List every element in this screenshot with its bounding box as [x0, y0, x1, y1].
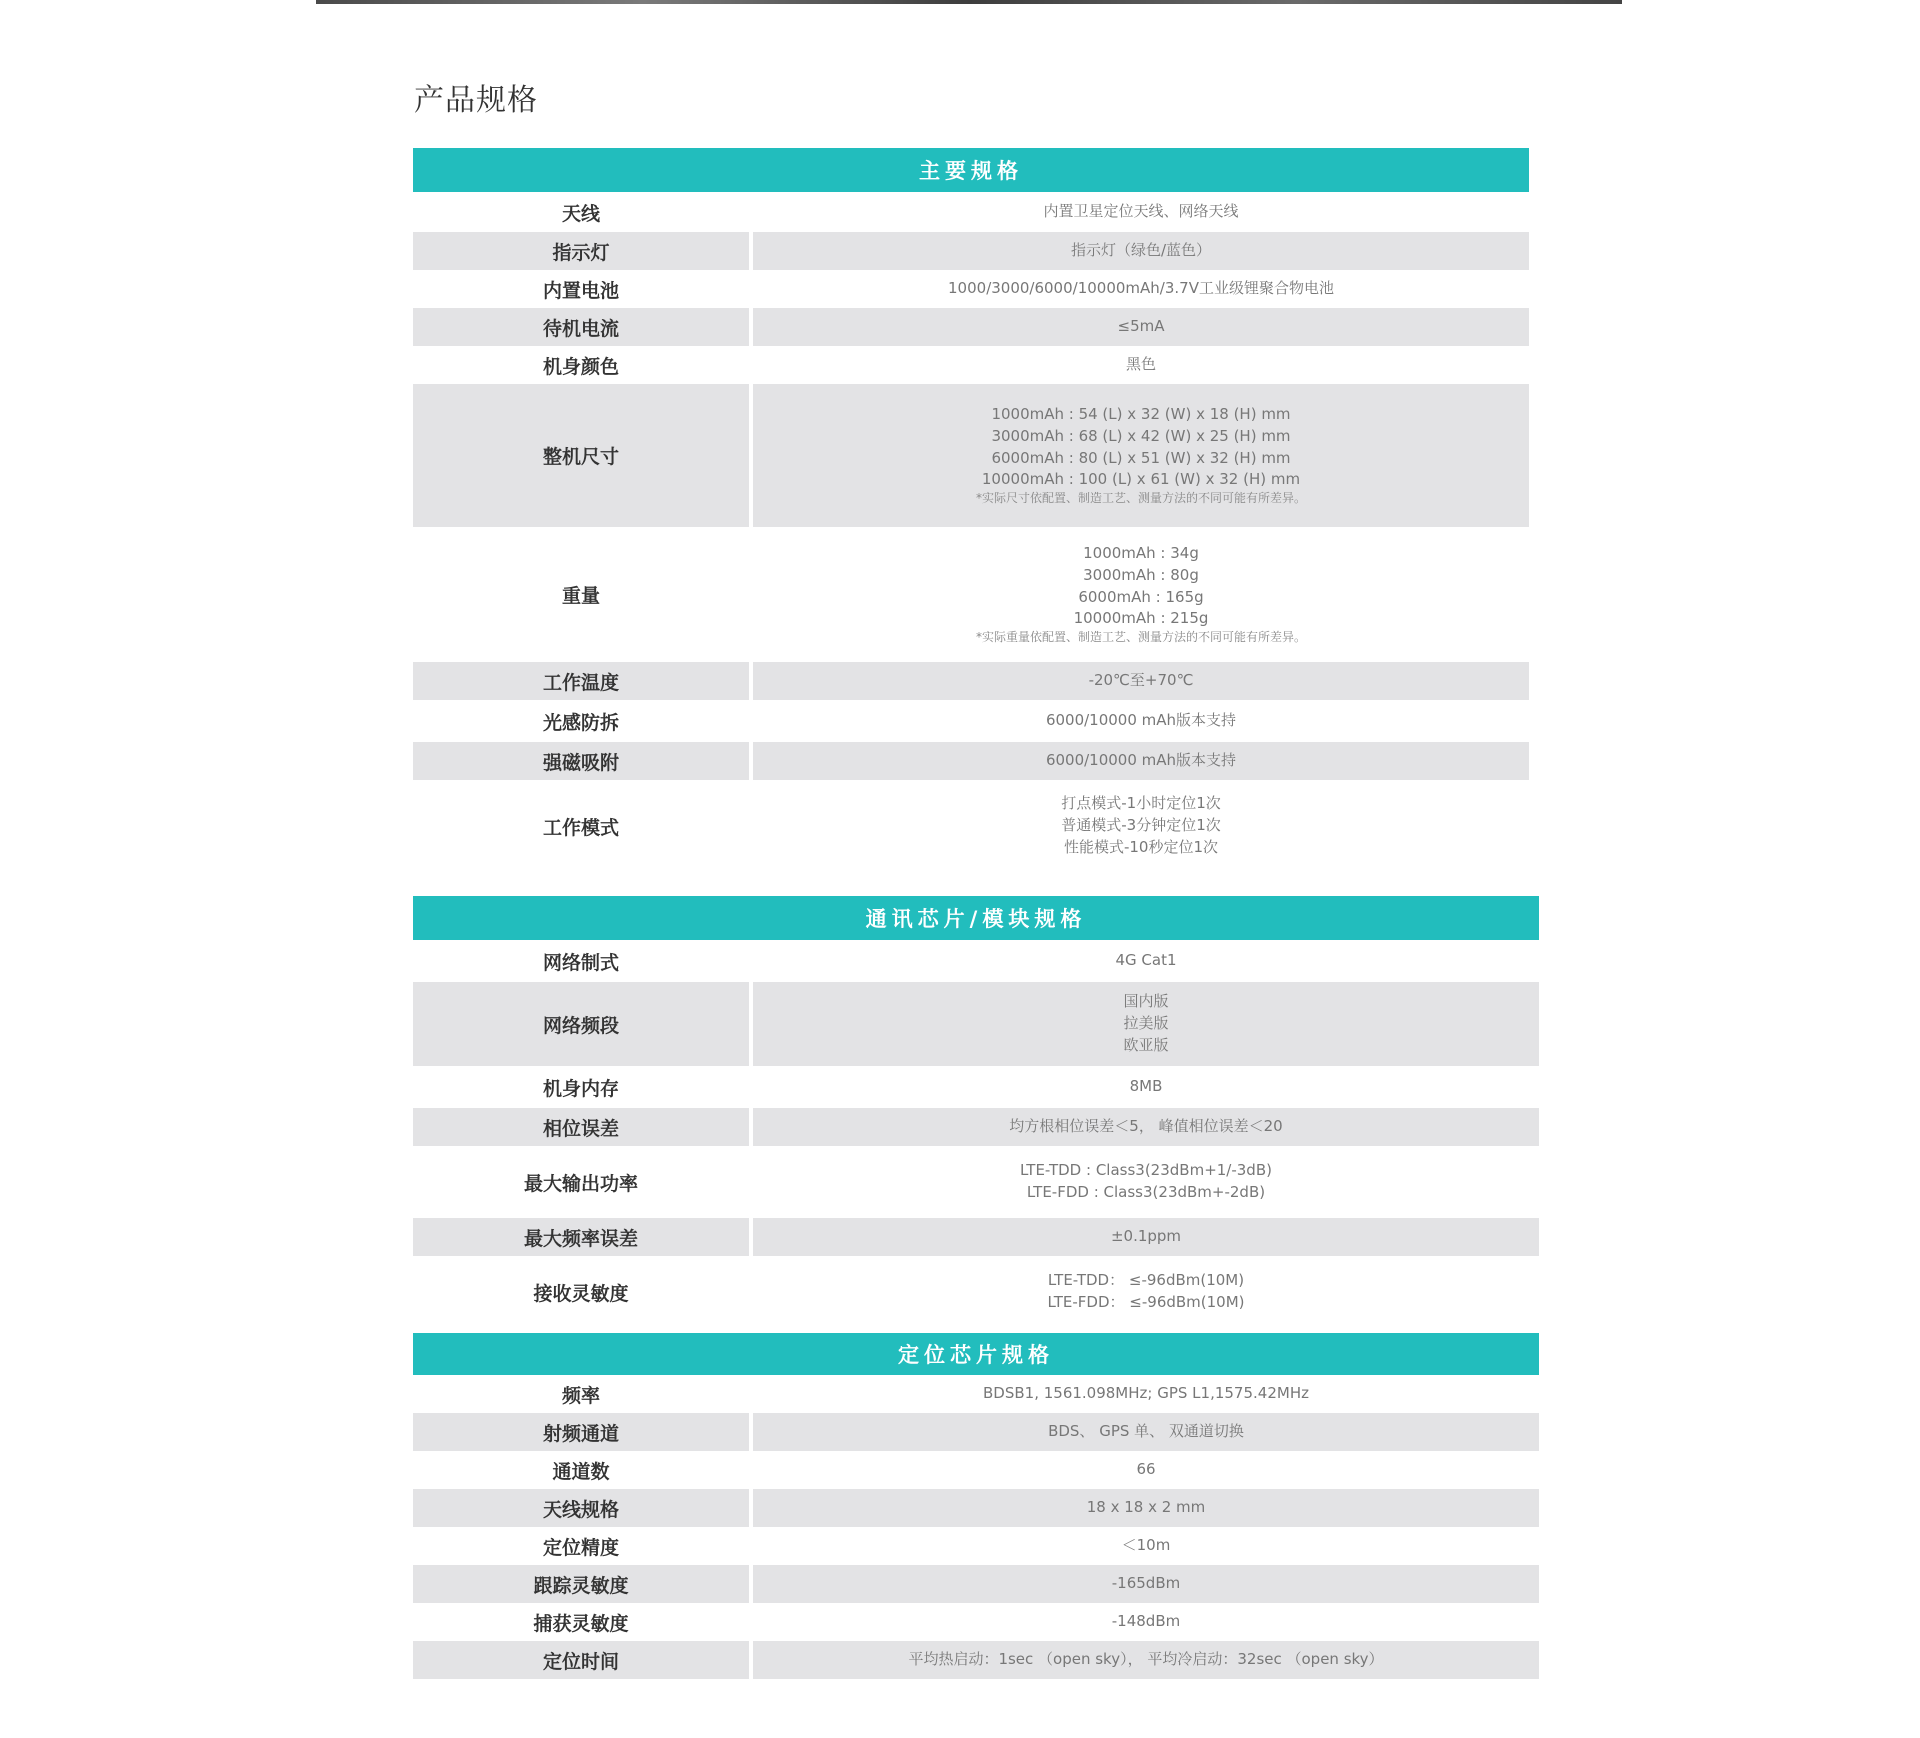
spec-label: 定位精度 — [542, 1536, 619, 1559]
spec-row — [413, 1451, 1539, 1489]
spec-label: 相位误差 — [413, 1108, 749, 1146]
spec-row — [413, 780, 1529, 872]
spec-value-line: 6000mAh : 80 (L) x 51 (W) x 32 (H) mm — [991, 448, 1291, 467]
spec-row — [413, 940, 1539, 982]
spec-value-line: BDSB1, 1561.098MHz; GPS L1,1575.42MHz — [983, 1384, 1309, 1403]
spec-value-line: LTE-TDD : Class3(23dBm+1/-3dB) — [1020, 1161, 1272, 1180]
spec-value — [753, 982, 1539, 1066]
page-title: 产品规格 — [414, 83, 538, 118]
spec-label: 待机电流 — [413, 308, 749, 346]
spec-label: 定位时间 — [413, 1641, 749, 1679]
spec-value-line: 1000mAh : 34g — [1083, 544, 1199, 563]
spec-value — [753, 1527, 1539, 1565]
spec-label: 指示灯 — [413, 232, 749, 270]
spec-row — [413, 1375, 1539, 1413]
spec-label: 工作模式 — [542, 816, 619, 839]
spec-value-line: 拉美版 — [1123, 1014, 1169, 1033]
spec-label: 天线 — [561, 202, 600, 225]
spec-value-line: LTE-FDD : Class3(23dBm+-2dB) — [1026, 1183, 1266, 1201]
section-header: 定位芯片规格 — [413, 1333, 1539, 1375]
spec-section-positioning — [413, 1333, 1539, 1679]
spec-label: 强磁吸附 — [413, 742, 749, 780]
spec-section-main — [413, 148, 1529, 872]
top-banner-strip — [316, 0, 1622, 4]
spec-row — [413, 742, 1529, 780]
spec-value — [753, 1603, 1539, 1641]
spec-value — [753, 232, 1529, 270]
spec-label: 最大频率误差 — [413, 1218, 749, 1256]
spec-row — [413, 1489, 1539, 1527]
spec-value — [753, 308, 1529, 346]
spec-value — [753, 1066, 1539, 1108]
spec-value — [753, 1413, 1539, 1451]
spec-label: 接收灵敏度 — [533, 1282, 629, 1305]
spec-value — [753, 1108, 1539, 1146]
spec-value — [753, 1451, 1539, 1489]
section-header: 主要规格 — [413, 148, 1529, 192]
spec-value-line: 8MB — [1129, 1077, 1163, 1096]
spec-value-line: 打点模式-1小时定位1次 — [1061, 794, 1221, 813]
spec-value — [753, 1218, 1539, 1256]
spec-value-line: ≤5mA — [1117, 317, 1165, 336]
spec-value-line: 6000/10000 mAh版本支持 — [1045, 751, 1237, 770]
spec-value-line: 10000mAh : 215g — [1073, 609, 1209, 628]
spec-label: 重量 — [561, 585, 600, 607]
spec-value — [753, 527, 1529, 662]
spec-value-line: 平均热启动：1sec （open sky）， 平均冷启动：32sec （open sky） — [908, 1650, 1384, 1669]
spec-value-line: BDS、 GPS 单、 双通道切换 — [1048, 1422, 1244, 1441]
spec-label: 内置电池 — [542, 279, 619, 302]
spec-label: 频率 — [561, 1384, 600, 1407]
spec-note: *实际重量依配置、制造工艺、测量方法的不同可能有所差异。 — [975, 630, 1306, 645]
spec-row — [413, 662, 1529, 700]
spec-value-line: 国内版 — [1123, 992, 1169, 1011]
spec-value-line: LTE-FDD： ≤-96dBm(10M) — [1047, 1293, 1245, 1311]
spec-row — [413, 1603, 1539, 1641]
spec-row — [413, 232, 1529, 270]
spec-label: 跟踪灵敏度 — [413, 1565, 749, 1603]
spec-value-line: 普通模式-3分钟定位1次 — [1061, 816, 1221, 835]
spec-row — [413, 1413, 1539, 1451]
spec-label: 工作温度 — [413, 662, 749, 700]
spec-value — [753, 384, 1529, 527]
spec-value — [753, 1641, 1539, 1679]
spec-note: *实际尺寸依配置、制造工艺、测量方法的不同可能有所差异。 — [975, 491, 1306, 506]
spec-value-line: 指示灯（绿色/蓝色） — [1070, 241, 1212, 260]
spec-value-line: 内置卫星定位天线、网络天线 — [1043, 202, 1239, 221]
spec-label: 网络制式 — [542, 951, 619, 974]
spec-value-line: ±0.1ppm — [1110, 1227, 1182, 1246]
spec-label: 整机尺寸 — [413, 384, 749, 527]
spec-value — [753, 1146, 1539, 1218]
spec-row — [413, 1218, 1539, 1256]
spec-value-line: ＜10m — [1121, 1536, 1171, 1555]
spec-row — [413, 192, 1529, 232]
spec-value-line: 黑色 — [1125, 355, 1156, 374]
spec-row — [413, 1527, 1539, 1565]
section-header: 通讯芯片/模块规格 — [413, 896, 1539, 940]
spec-row — [413, 982, 1539, 1066]
spec-value-line: 6000mAh : 165g — [1078, 587, 1204, 606]
spec-label: 网络频段 — [413, 982, 749, 1066]
spec-row — [413, 1066, 1539, 1108]
spec-value-line: 欧亚版 — [1123, 1035, 1169, 1054]
spec-value-line: 1000/3000/6000/10000mAh/3.7V工业级锂聚合物电池 — [948, 279, 1334, 298]
spec-value — [753, 742, 1529, 780]
spec-value — [753, 192, 1529, 232]
spec-row — [413, 527, 1529, 662]
spec-value-line: 6000/10000 mAh版本支持 — [1045, 711, 1237, 730]
spec-label: 最大输出功率 — [523, 1172, 638, 1195]
spec-section-comm — [413, 896, 1539, 1328]
spec-value — [753, 780, 1529, 872]
spec-value — [753, 940, 1539, 982]
spec-value-line: LTE-TDD： ≤-96dBm(10M) — [1047, 1271, 1245, 1290]
spec-label: 通道数 — [552, 1460, 610, 1483]
spec-label: 机身颜色 — [542, 355, 619, 378]
spec-label: 天线规格 — [413, 1489, 749, 1527]
spec-value — [753, 662, 1529, 700]
spec-value — [753, 270, 1529, 308]
spec-label: 射频通道 — [413, 1413, 749, 1451]
spec-value — [753, 1256, 1539, 1328]
spec-row — [413, 384, 1529, 527]
spec-value — [753, 1565, 1539, 1603]
spec-value-line: 4G Cat1 — [1115, 951, 1177, 970]
spec-label: 光感防拆 — [542, 711, 619, 734]
spec-value-line: -148dBm — [1111, 1612, 1181, 1631]
spec-value-line: 均方根相位误差＜5， 峰值相位误差＜20 — [1009, 1117, 1283, 1136]
spec-value-line: -20℃至+70℃ — [1088, 671, 1194, 690]
spec-value — [753, 1489, 1539, 1527]
spec-value-line: 1000mAh : 54 (L) x 32 (W) x 18 (H) mm — [991, 405, 1291, 424]
spec-row — [413, 1146, 1539, 1218]
spec-value-line: 3000mAh : 68 (L) x 42 (W) x 25 (H) mm — [991, 426, 1291, 445]
spec-value-line: 10000mAh : 100 (L) x 61 (W) x 32 (H) mm — [981, 470, 1301, 489]
spec-value-line: 18 x 18 x 2 mm — [1086, 1498, 1206, 1517]
spec-row — [413, 270, 1529, 308]
spec-row — [413, 308, 1529, 346]
spec-label: 捕获灵敏度 — [533, 1612, 629, 1635]
spec-row — [413, 346, 1529, 384]
spec-value-line: 3000mAh : 80g — [1083, 565, 1199, 584]
spec-row — [413, 1256, 1539, 1328]
spec-value — [753, 346, 1529, 384]
spec-value-line: 66 — [1136, 1460, 1156, 1479]
spec-value — [753, 1375, 1539, 1413]
spec-value-line: -165dBm — [1111, 1574, 1181, 1593]
spec-row — [413, 1108, 1539, 1146]
spec-row — [413, 1641, 1539, 1679]
spec-label: 机身内存 — [542, 1077, 619, 1100]
spec-row — [413, 1565, 1539, 1603]
spec-row — [413, 700, 1529, 742]
spec-value — [753, 700, 1529, 742]
spec-value-line: 性能模式-10秒定位1次 — [1063, 837, 1219, 856]
